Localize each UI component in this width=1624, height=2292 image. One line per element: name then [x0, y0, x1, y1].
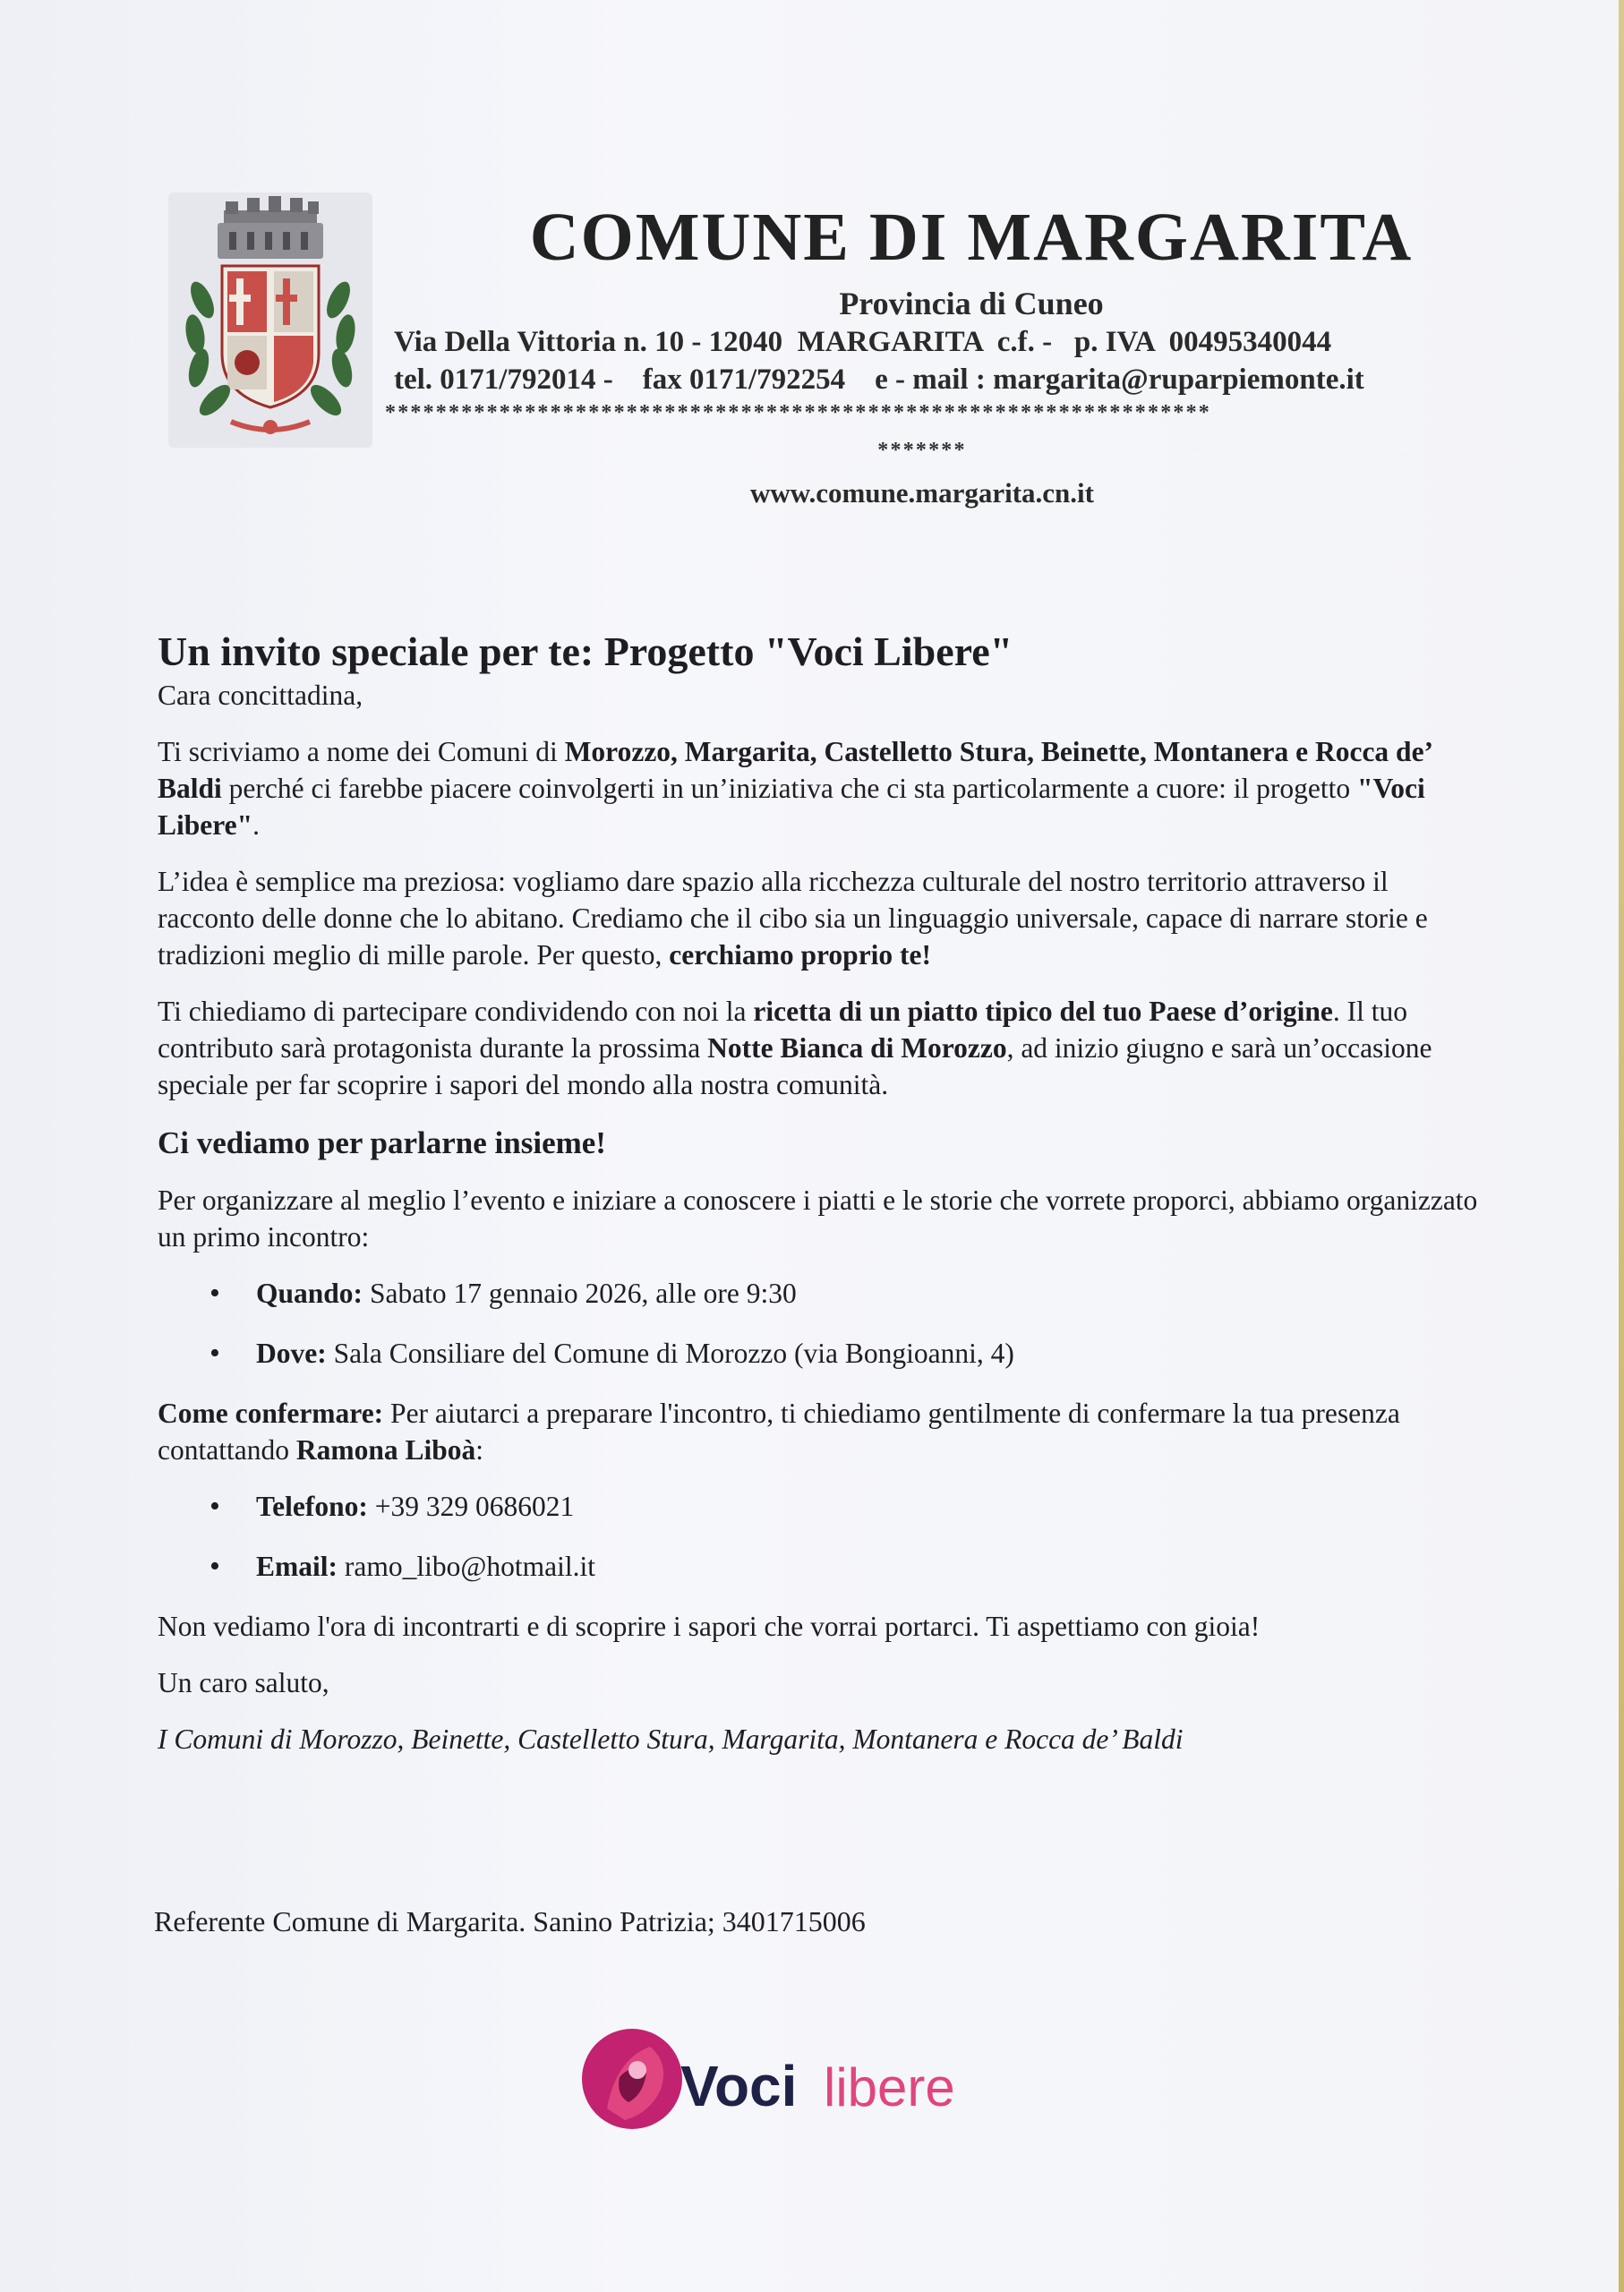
paragraph-request: [158, 993, 1483, 1103]
greeting: Un caro saluto,: [158, 1667, 329, 1698]
text-run-bold: cerchiamo proprio te!: [669, 939, 932, 971]
text-run: . Il tuo contributo sarà protagonista durante la prossima: [158, 996, 1407, 1064]
paragraph-confirm: [158, 1395, 1483, 1468]
logo-word-voci: Voci: [680, 2054, 798, 2118]
salutation: Cara concittadina,: [158, 680, 363, 711]
separator-line-2: *******: [877, 439, 967, 462]
paragraph-intro: [158, 733, 1483, 843]
signature: I Comuni di Morozzo, Beinette, Castelletto Stura, Margarita, Montanera e Rocca de’ Baldi: [158, 1723, 1184, 1755]
text-run-bold: Notte Bianca di Morozzo: [707, 1032, 1007, 1064]
item-value: Sala Consiliare del Comune di Morozzo (via Bongioanni, 4): [326, 1338, 1014, 1369]
item-label: Dove:: [256, 1338, 327, 1369]
phone-number[interactable]: +39 329 0686021: [367, 1491, 575, 1522]
paragraph-idea: [158, 863, 1483, 973]
item-label: Quando:: [256, 1278, 363, 1309]
municipality-name: COMUNE DI MARGARITA: [529, 200, 1414, 275]
text-run: Per aiutarci a preparare l'incontro, ti chiediamo gentilmente di confermare la tua presenza contattando: [158, 1398, 1400, 1466]
text-run: L’idea è semplice ma preziosa: vogliamo dare spazio alla ricchezza culturale del nostro territorio attraverso il racconto delle donne che lo abitano. Crediamo che il cibo sia un linguaggio universale, capace di narrare storie e tradizioni meglio di mille parole. Per questo,: [158, 866, 1428, 971]
voci-libere-logo: [580, 2023, 1046, 2140]
section-heading: Ci vediamo per parlarne insieme!: [158, 1125, 606, 1160]
letter-title: Un invito speciale per te: Progetto "Voci Libere": [158, 629, 1013, 674]
address-line: Via Della Vittoria n. 10 - 12040 MARGARITA c.f. - p. IVA 00495340044: [394, 326, 1332, 358]
logo-word-libere: libere: [824, 2057, 955, 2117]
contact-reference: Referente Comune di Margarita. Sanino Patrizia; 3401715006: [154, 1905, 866, 1937]
list-item: [256, 1335, 1483, 1372]
text-run-bold: Morozzo, Margarita, Castelletto Stura, Beinette, Montanera e Rocca de’ Baldi: [158, 736, 1432, 804]
list-item: [256, 1548, 1483, 1585]
text-run-bold: Come confermare:: [158, 1398, 384, 1429]
text-run: , ad inizio giugno e sarà un’occasione speciale per far scoprire i sapori del mondo alla nostra comunità.: [158, 1032, 1432, 1100]
text-run-bold: Ramona Liboà: [295, 1434, 476, 1466]
meeting-details-list: [158, 1275, 1483, 1372]
text-run: :: [475, 1434, 484, 1466]
municipal-crest: [168, 192, 372, 448]
logo-icon: [580, 2023, 1046, 2140]
province-name: Provincia di Cuneo: [839, 286, 1104, 321]
text-run: perché ci farebbe piacere coinvolgerti in un’iniziativa che ci sta particolarmente a cuore: il progetto: [221, 773, 1357, 804]
paragraph-meeting: Per organizzare al meglio l’evento e iniziare a conoscere i piatti e le storie che vorrete proporci, abbiamo organizzato un primo incontro:: [158, 1184, 1478, 1253]
item-label: Telefono:: [256, 1491, 368, 1522]
text-run: .: [252, 809, 261, 841]
paragraph-closing: Non vediamo l'ora di incontrarti e di scoprire i sapori che vorrai portarci. Ti aspettiamo con gioia!: [158, 1611, 1261, 1642]
text-run: Ti scriviamo a nome dei Comuni di: [158, 736, 565, 767]
text-run: Ti chiediamo di partecipare condividendo con noi la: [158, 996, 754, 1027]
item-label: Email:: [256, 1551, 338, 1582]
crest-icon: [168, 192, 372, 448]
text-run-bold: ricetta di un piatto tipico del tuo Paese d’origine: [753, 996, 1333, 1027]
separator-line: *****************************************************************: [385, 401, 1211, 424]
contact-line: tel. 0171/792014 - fax 0171/792254 e - mail : margarita@ruparpiemonte.it: [394, 363, 1364, 396]
website-link[interactable]: www.comune.margarita.cn.it: [750, 477, 1094, 509]
email-link[interactable]: ramo_libo@hotmail.it: [338, 1551, 595, 1582]
contact-list: [158, 1488, 1483, 1585]
list-item: [256, 1275, 1483, 1312]
list-item: [256, 1488, 1483, 1525]
text-run-bold: "Voci Libere": [158, 773, 1425, 841]
letter-body: [158, 627, 1483, 1757]
item-value: Sabato 17 gennaio 2026, alle ore 9:30: [363, 1278, 797, 1309]
